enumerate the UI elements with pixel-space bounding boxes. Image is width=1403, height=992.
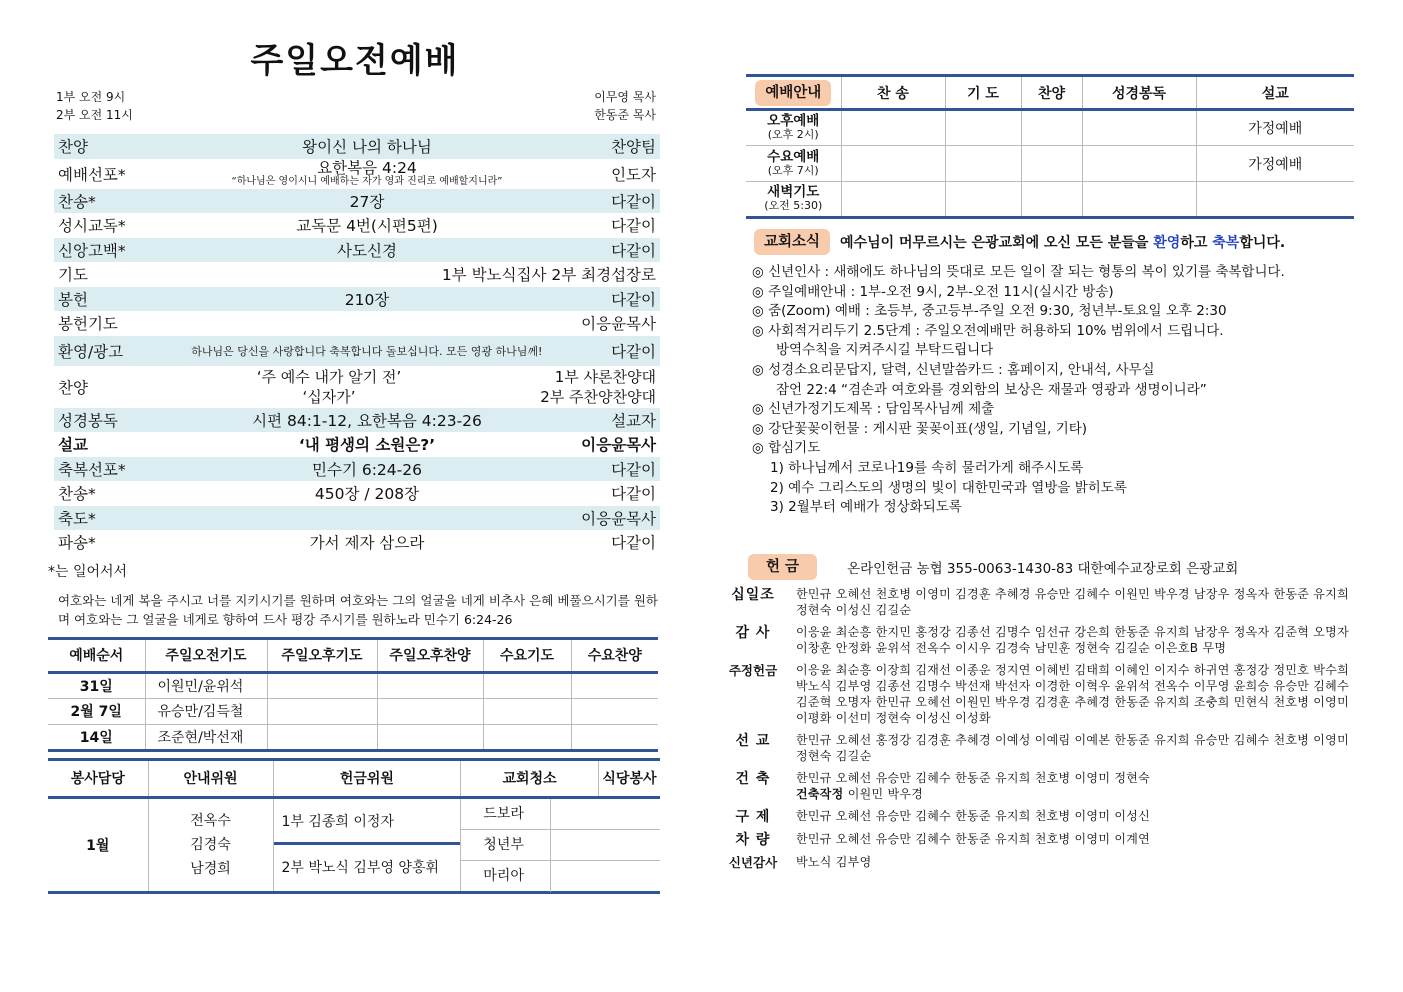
list-item: 3) 2월부터 예배가 정상화되도록 <box>770 499 962 516</box>
worship-order <box>54 134 660 555</box>
list-item: 1) 하나님께서 코로나19를 속히 물러가게 해주시도록 <box>770 459 1084 476</box>
order-row: 찬양 ‘주 예수 내가 알기 전’ 1부 샤론찬양대 ‘십자가’ 2부 주찬양찬양대 <box>58 367 656 406</box>
offering-row: 십일조 한민규 오혜선 천호병 이영미 김경훈 추혜경 유승만 김혜수 이원민 박우경 남장우 정옥자 한동준 유지희 정현숙 이성신 김길순 <box>731 586 1349 617</box>
service-time-1: 1부 오전 9시 <box>56 90 126 104</box>
offering-account: 온라인헌금 농협 355-0063-1430-83 대한예수교장로회 은광교회 <box>847 560 1239 577</box>
blessing-verse: 여호와는 네게 복을 주시고 너를 지키시기를 원하며 여호와는 그의 얼굴을 네게 비추사 은혜 베풀으시기를 원하며 여호와는 그 얼굴을 네게로 향하여 드사 평강 주시기를 원하노라 민수기 6:24-26 <box>58 592 658 627</box>
list-item: ◎ 성경소요리문답지, 달력, 신년말씀카드 : 홈페이지, 안내석, 사무실 <box>752 361 1155 378</box>
pastor-2: 한동준 목사 <box>594 108 656 122</box>
order-row: 신앙고백* 사도신경 다같이 <box>54 238 660 263</box>
news-label: 교회소식 <box>754 229 830 255</box>
schedule-label: 예배안내 <box>755 80 831 106</box>
order-row: 봉헌 210장 다같이 <box>54 287 660 312</box>
service-staff-table: 봉사담당 안내위원 헌금위원 교회청소 식당봉사 1월 전옥수 김경숙 남경희 1부 김종희 이정자 2부 박노식 김부영 양홍휘 드보라 청년부 마리아 <box>48 758 660 894</box>
page-title: 주일오전예배 <box>250 41 460 81</box>
table-row: 2월 7일 유승만/김득철 <box>48 698 658 724</box>
news-header <box>754 229 1354 255</box>
order-row: 성시교독* 교독문 4번(시편5편) 다같이 <box>58 217 656 236</box>
order-row: 기도 1부 박노식집사 2부 최경섭장로 <box>58 266 656 285</box>
standing-note: *는 일어서서 <box>48 563 128 580</box>
left-page <box>48 38 662 894</box>
list-item: ◎ 신년인사 : 새해에도 하나님의 뜻대로 모든 일이 잘 되는 형통의 복이 있기를 축복합니다. <box>752 264 1285 280</box>
list-item: 잠언 22:4 “겸손과 여호와를 경외함의 보상은 재물과 영광과 생명이니라” <box>776 381 1207 398</box>
order-row: 찬송* 27장 다같이 <box>54 189 660 214</box>
offering-row: 차 량 한민규 오혜선 유승만 김혜수 한동준 유지희 천호병 이영미 이계연 <box>735 831 1151 848</box>
list-item: ◎ 사회적거리두기 2.5단계 : 주일오전예배만 허용하되 10% 범위에서 드립니다. <box>752 322 1224 339</box>
table-row: 수요예배 (오후 7시) 가정예배 <box>746 146 1354 182</box>
order-row: 예배선포* 요한복음 4:24 “하나님은 영이시니 예배하는 자가 영과 진리로 예배할지니라” 인도자 <box>58 158 656 187</box>
table-row: 새벽기도 (오전 5:30) <box>746 182 1354 218</box>
order-row: 찬양 왕이신 나의 하나님 찬양팀 <box>54 134 660 159</box>
list-item: ◎ 합심기도 <box>752 440 821 457</box>
table-row: 31일 이원민/윤위석 <box>48 672 658 698</box>
order-row: 파송* 가서 제자 삼으라 다같이 <box>58 534 656 553</box>
list-item: 방역수칙을 지켜주시길 부탁드립니다 <box>776 342 994 359</box>
table-row: 14일 조준현/박선재 <box>48 724 658 750</box>
list-item: ◎ 강단꽃꽂이헌물 : 게시판 꽃꽂이표(생일, 기념일, 기타) <box>752 420 1088 437</box>
order-row: 축도* 이응윤목사 <box>54 506 660 531</box>
offering-label: 헌 금 <box>748 554 817 580</box>
service-time-2: 2부 오전 11시 <box>56 108 133 122</box>
offering-list <box>720 586 1354 871</box>
order-row: 축복선포* 민수기 6:24-26 다같이 <box>54 457 660 482</box>
offering-header <box>748 554 1354 580</box>
order-row: 봉헌기도 이응윤목사 <box>58 315 656 334</box>
offering-row: 건 축 한민규 오혜선 유승만 김혜수 한동준 유지희 천호병 이영미 정현숙 건축작정 이원민 박우경 <box>735 770 1151 801</box>
schedule-table: 예배안내 찬 송 기 도 찬양 성경봉독 설교 오후예배 (오후 2시) 가정예배 수요예배 (오후 7시) 가정예배 새벽기도 (오전 5:30) <box>746 74 1354 219</box>
offering-row: 신년감사 박노식 김부영 <box>728 854 872 870</box>
right-page <box>728 74 1354 877</box>
order-row: 찬송* 450장 / 208장 다같이 <box>58 485 656 504</box>
list-item: ◎ 신년가정기도제목 : 담임목사님께 제출 <box>752 401 995 418</box>
list-item: 2) 예수 그리스도의 생명의 빛이 대한민국과 열방을 밝히도록 <box>770 479 1127 496</box>
welcome-message: 예수님이 머무르시는 은광교회에 오신 모든 분들을 환영하고 축복합니다. <box>840 235 1286 251</box>
order-row: 성경봉독 시편 84:1-12, 요한복음 4:23-26 설교자 <box>54 408 660 433</box>
order-row: 설교 ‘내 평생의 소원은?’ 이응윤목사 <box>58 436 656 455</box>
list-item: ◎ 주일예배안내 : 1부-오전 9시, 2부-오전 11시(실시간 방송) <box>752 283 1114 300</box>
order-row: 환영/광고 하나님은 당신을 사랑합니다 축복합니다 돌보십니다. 모든 영광 하나님께! 다같이 <box>54 336 660 366</box>
offering-row: 감 사 이응윤 최순흥 한지민 홍정강 김종선 김명수 임선규 강은희 한동준 유지희 남장우 정옥자 김준혁 오명자 이창훈 안정화 윤위석 전옥수 이시우 김경숙 남민훈 정현숙 김길순 이은호B 무명 <box>735 624 1349 655</box>
duty-table: 예배순서 주일오전기도 주일오후기도 주일오후찬양 수요기도 수요찬양 31일 이원민/윤위석 2월 7일 유승만/김득철 14일 조준현/박선재 <box>48 637 658 752</box>
list-item: ◎ 줌(Zoom) 예배 : 초등부, 중고등부-주일 오전 9:30, 청년부-토요일 오후 2:30 <box>752 303 1227 320</box>
table-row: 오후예배 (오후 2시) 가정예배 <box>746 110 1354 146</box>
news-list <box>752 263 1354 518</box>
pastor-1: 이무영 목사 <box>594 90 656 104</box>
offering-row: 선 교 한민규 오혜선 홍정강 김경훈 추혜경 이예성 이예림 이예본 한동준 유지희 유승만 김혜수 천호병 이영미 정현숙 김길순 <box>735 732 1349 763</box>
offering-row: 구 제 한민규 오혜선 유승만 김혜수 한동준 유지희 천호병 이영미 이성신 <box>735 808 1151 825</box>
service-info <box>48 84 662 126</box>
offering-row: 주정헌금 이응윤 최순흥 이장희 김재선 이종운 정지연 이혜빈 김태희 이혜인 이지수 하귀연 홍정강 정민호 박수희 박노식 김부영 김종선 김명수 박선재 박선자 이경한 이혁우 윤위석 전옥수 이무영 윤희승 유승만 김혜수 김준혁 오명자 한민규 오혜선 이원민 박우경 김경훈 추혜경 한동준 유지희 조충희 민현식 천호병 이영미 이평화 이선미 정현숙 이성신 이성화 <box>728 662 1349 725</box>
